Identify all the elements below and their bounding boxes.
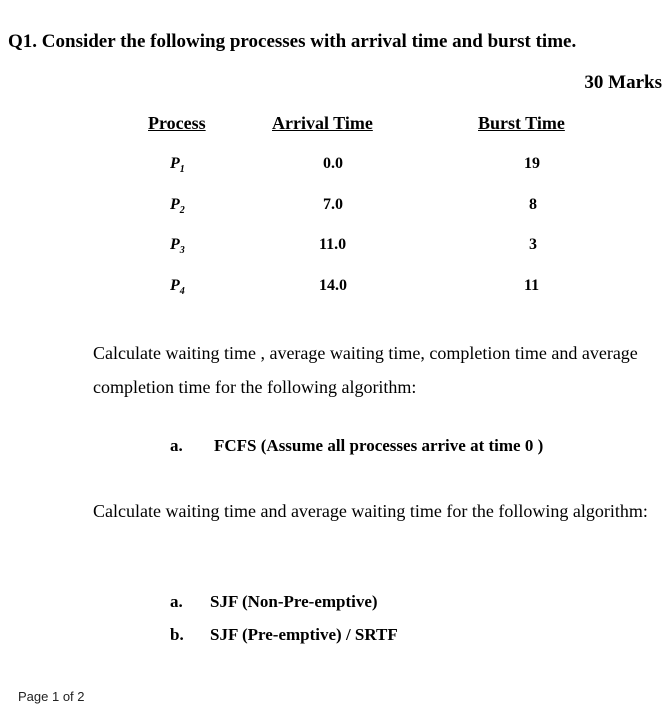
section2-item-a-label: a. xyxy=(170,592,183,611)
header-burst-time: Burst Time xyxy=(478,113,565,133)
burst-p2: 8 xyxy=(529,196,537,213)
process-p2: $P_2$ xyxy=(170,196,185,217)
burst-p3: 3 xyxy=(529,236,537,253)
arrival-p2: 7.0 xyxy=(323,196,343,213)
burst-p1: 19 xyxy=(524,155,540,172)
question-title: Q1. Consider the following processes with arrival time and burst time. xyxy=(8,31,577,52)
arrival-p1: 0.0 xyxy=(323,155,343,172)
section1-item-a-text: FCFS (Assume all processes arrive at time 0 ) xyxy=(214,436,544,455)
section1-instructions: Calculate waiting time , average waiting time, completion time and average completion time for the following algorithm: xyxy=(93,343,638,397)
marks-label: 30 Marks xyxy=(584,72,662,93)
section2-item-b-text: SJF (Pre-emptive) / SRTF xyxy=(210,625,398,644)
header-process: Process xyxy=(148,113,206,133)
section1-item-a-label: a. xyxy=(170,436,183,455)
section2-item-a-text: SJF (Non-Pre-emptive) xyxy=(210,592,378,611)
burst-p4: 11 xyxy=(524,277,540,294)
section2-instructions: Calculate waiting time and average waiting time for the following algorithm: xyxy=(93,501,648,521)
section2-item-b-label: b. xyxy=(170,625,184,644)
process-p3: $P_3$ xyxy=(170,236,185,257)
process-p4: $P_4$ xyxy=(170,277,185,298)
header-arrival-time: Arrival Time xyxy=(272,113,373,133)
arrival-p3: 11.0 xyxy=(319,236,347,253)
page-number: Page 1 of 2 xyxy=(18,689,85,704)
arrival-p4: 14.0 xyxy=(319,277,347,294)
process-p1: $P_1$ xyxy=(170,155,185,176)
